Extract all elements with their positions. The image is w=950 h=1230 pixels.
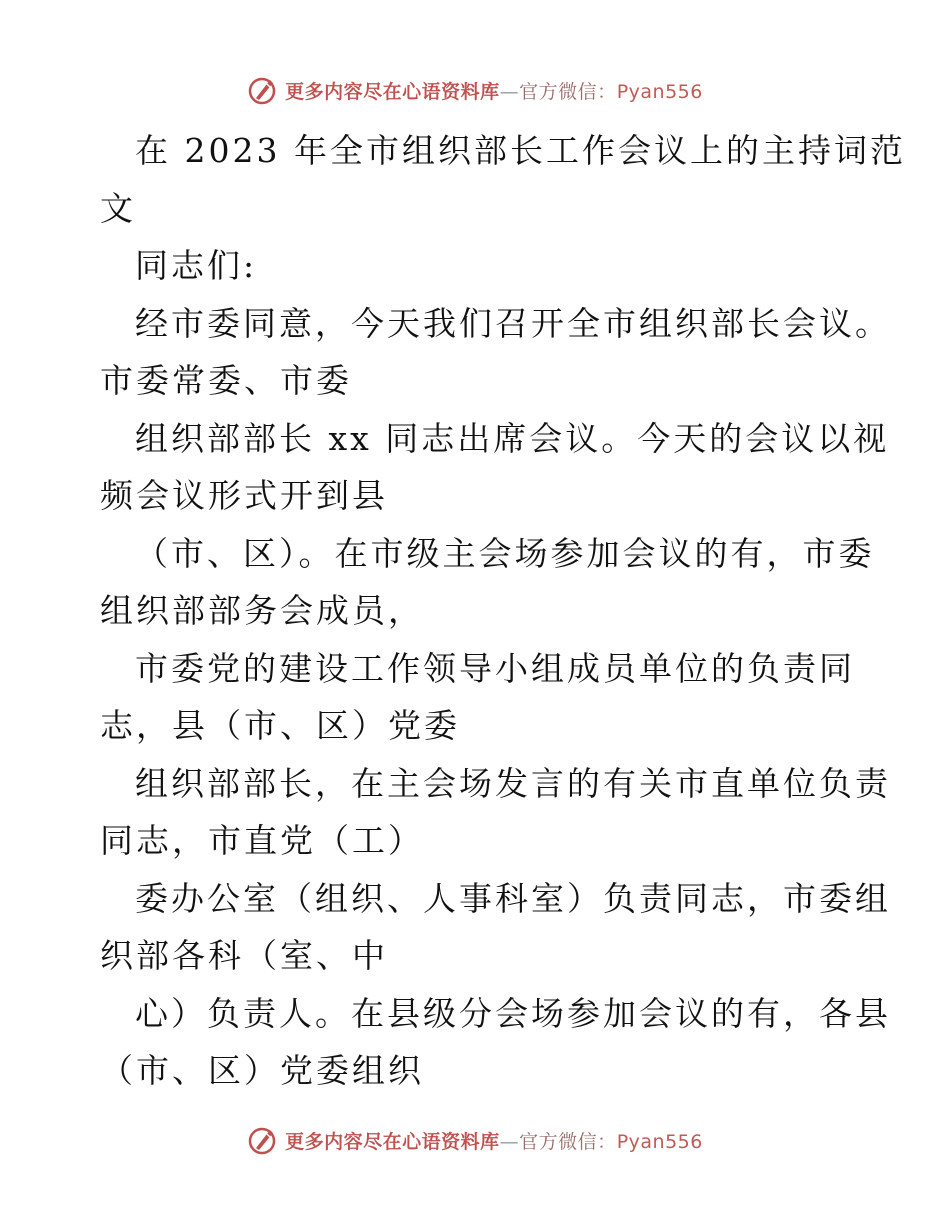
salutation: 同志们: [135,246,258,285]
banner-separator: — [499,1130,520,1153]
banner-brand-text: 更多内容尽在心语资料库 [285,80,500,103]
paragraph-line: 志，县（市、区）党委 [100,706,460,745]
paragraph-line: 频会议形式开到县 [100,476,388,515]
paragraph-line: 市委党的建设工作领导小组成员单位的负责同 [135,648,855,688]
paragraph-line: 组织部部务会成员， [100,591,424,630]
quill-logo-icon [247,74,279,106]
banner-wechat-id: Pyan556 [616,80,703,103]
banner-wechat-label: 官方微信： [519,80,617,103]
footer-banner [0,1120,950,1160]
quill-logo-icon [247,1124,279,1156]
header-banner [0,70,950,110]
paragraph-line: 市委常委、市委 [100,361,352,400]
banner-wechat-label: 官方微信： [519,1130,617,1153]
banner-wechat-id: Pyan556 [616,1130,703,1153]
paragraph-line: 经市委同意，今天我们召开全市组织部长会议。 [135,303,891,343]
paragraph-line: （市、区）党委组织 [100,1051,424,1090]
document-title-line-1: 在 2023 年全市组织部长工作会议上的主持词范 [135,131,906,170]
paragraph-line: 心）负责人。在县级分会场参加会议的有，各县 [135,993,891,1033]
paragraph-line: 组织部部长，在主会场发言的有关市直单位负责 [135,763,891,803]
paragraph-line: （市、区）。在市级主会场参加会议的有，市委 [135,533,875,573]
document-body [100,122,906,1100]
paragraph-line: 委办公室（组织、人事科室）负责同志，市委组 [135,878,891,918]
paragraph-line: 织部各科（室、中 [100,936,388,975]
document-title-line-2: 文 [100,188,136,228]
paragraph-line: 组织部部长 xx 同志出席会议。今天的会议以视 [135,418,890,458]
paragraph-line: 同志，市直党（工） [100,821,424,860]
banner-brand-text: 更多内容尽在心语资料库 [285,1130,500,1153]
banner-separator: — [499,80,520,103]
